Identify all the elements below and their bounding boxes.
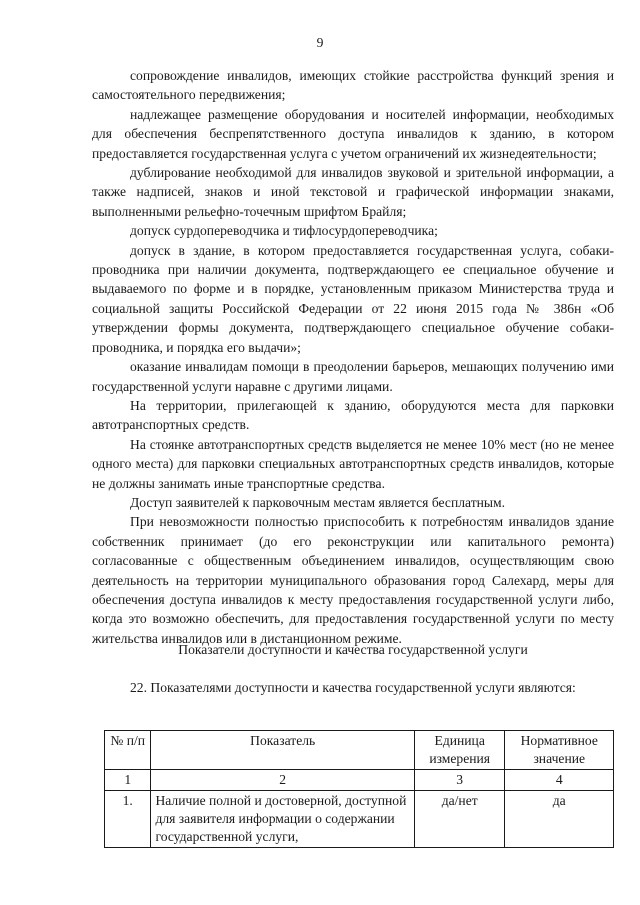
table-header-row	[105, 731, 614, 770]
indicators-table	[104, 730, 614, 848]
paragraph: На территории, прилегающей к зданию, оборудуются места для парковки автотранспортных средств.	[92, 397, 614, 433]
paragraph: Доступ заявителей к парковочным местам является бесплатным.	[130, 494, 506, 510]
paragraph: надлежащее размещение оборудования и носителей информации, необходимых для обеспечения беспрепятственного доступа инвалидов к зданию, в котором предоставляется государственная услуга с учетом ограничений их жизнедеятельности;	[92, 106, 614, 161]
page-number: 9	[316, 35, 324, 50]
column-number: 2	[151, 770, 414, 791]
paragraph: При невозможности полностью приспособить к потребностям инвалидов здание собственник принимает (до его реконструкции или капитального ремонта) согласованные с общественным объединением инвалидов, осуществляющим свою деятельность на территории муниципального образования город Салехард, меры для обеспечения доступа инвалидов к месту предоставления государственной услуги либо, когда это возможно обеспечить, для предоставления государственной услуги по месту жительства инвалидов или в дистанционном режиме.	[92, 514, 614, 646]
row-indicator: Наличие полной и достоверной, доступной для заявителя информации о содержании государственной услуги,	[151, 791, 414, 848]
paragraph: оказание инвалидам помощи в преодолении барьеров, мешающих получению ими государственной услуги наравне с другими лицами.	[92, 359, 614, 394]
paragraph: На стоянке автотранспортных средств выделяется не менее 10% мест (но не менее одного места) для парковки специальных автотранспортных средств инвалидов, которые не должны занимать иные транспортные средства.	[92, 436, 614, 491]
body-text	[92, 66, 614, 648]
row-unit: да/нет	[414, 791, 505, 848]
row-num: 1.	[105, 791, 151, 848]
column-number: 3	[414, 770, 505, 791]
section-heading: Показатели доступности и качества государственной услуги	[178, 642, 528, 657]
header-norm: Нормативное значение	[505, 731, 614, 770]
column-number: 1	[105, 770, 151, 791]
column-number: 4	[505, 770, 614, 791]
header-num: № п/п	[105, 731, 151, 770]
paragraph: дублирование необходимой для инвалидов звуковой и зрительной информации, а также надписей, знаков и иной текстовой и графической информации знаками, выполненными рельефно-точечным шрифтом Брайля;	[92, 165, 614, 219]
row-norm: да	[505, 791, 614, 848]
item-22-intro: 22. Показателями доступности и качества государственной услуги являются:	[130, 680, 576, 695]
paragraph: допуск в здание, в котором предоставляется государственная услуга, собаки-проводника при наличии документа, подтверждающего ее специальное обучение и выдаваемого по форме и в порядке, установленным приказом Министерства труда и социальной защиты Российской Федерации от 22 июня 2015 года № 386н «Об утверждении формы документа, подтверждающего специальное обучение собаки-проводника, и порядка его выдачи»;	[92, 242, 614, 355]
table-row	[105, 791, 614, 848]
header-indicator: Показатель	[151, 731, 414, 770]
header-unit: Единица измерения	[414, 731, 505, 770]
table-column-numbers-row	[105, 770, 614, 791]
paragraph: допуск сурдопереводчика и тифлосурдопереводчика;	[130, 223, 438, 239]
paragraph: сопровождение инвалидов, имеющих стойкие расстройства функций зрения и самостоятельного передвижения;	[92, 68, 614, 103]
